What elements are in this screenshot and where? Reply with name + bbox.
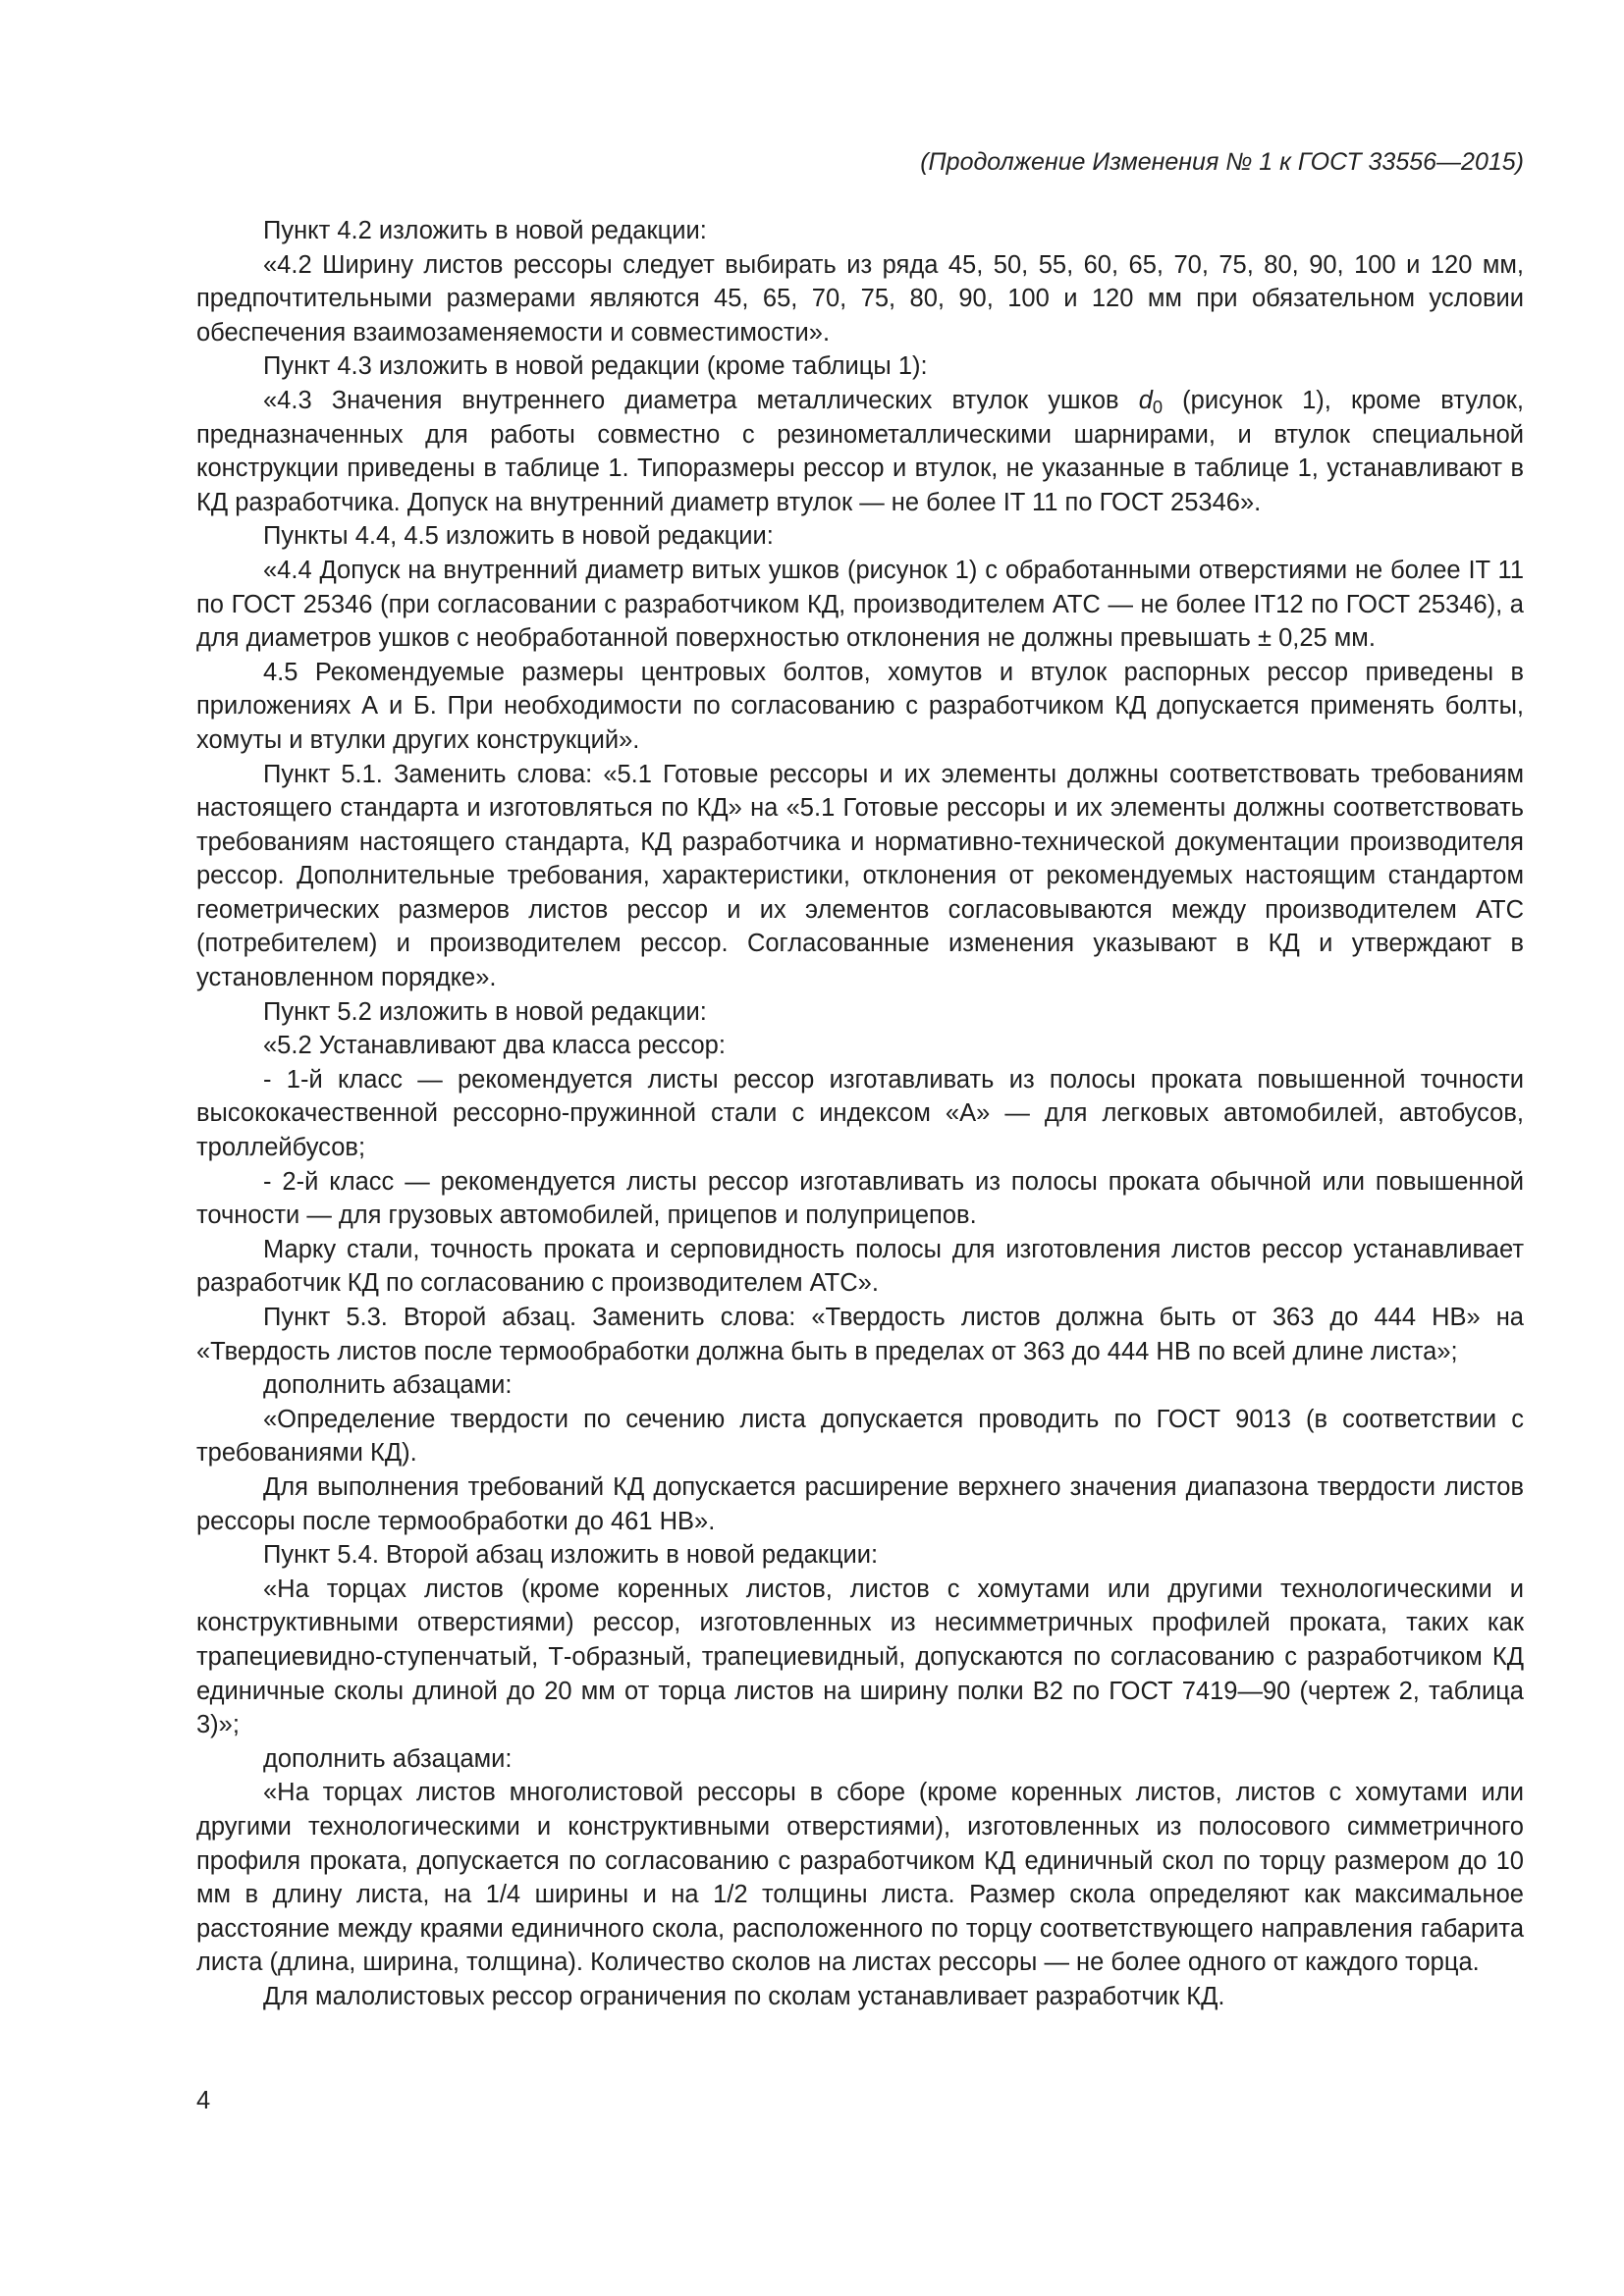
- paragraph: - 1-й класс — рекомендуется листы рессор изготавливать из полосы проката повышенной точности высококачественной рессорно-пружинной стали с индексом «А» — для легковых автомобилей, автобусов, троллейбусов;: [196, 1065, 1524, 1162]
- paragraph: «Определение твердости по сечению листа допускается проводить по ГОСТ 9013 (в соответствии с требованиями КД).: [196, 1405, 1524, 1468]
- paragraph: Пункт 5.1. Заменить слова: «5.1 Готовые рессоры и их элементы должны соответствовать требованиям настоящего стандарта и изготовляться по КД» на «5.1 Готовые рессоры и их элементы должны соответствовать требованиям настоящего стандарта, КД разработчика и нормативно-технической документации производителя рессор. Дополнительные требования, характеристики, отклонения от рекомендуемых настоящим стандартом геометрических размеров листов рессор и их элементов согласовываются между производителем АТС (потребителем) и производителем рессор. Согласованные изменения указывают в КД и утверждают в установленном порядке».: [196, 760, 1524, 992]
- paragraph: 4.5 Рекомендуемые размеры центровых болтов, хомутов и втулок распорных рессор приведены в приложениях А и Б. При необходимости по согласованию с разработчиком КД допускается применять болты, хомуты и втулки других конструкций».: [196, 658, 1524, 754]
- paragraph: «На торцах листов (кроме коренных листов, листов с хомутами или другими технологическими и конструктивными отверстиями) рессор, изготовленных из несимметричных профилей проката, таких как трапециевидно-ступенчатый, Т-образный, трапециевидный, допускаются по согласованию с разработчиком КД единичные сколы длиной до 20 мм от торца листов на ширину полки В2 по ГОСТ 7419—90 (чертеж 2, таблица 3)»;: [196, 1575, 1524, 1739]
- paragraph: Пункт 5.4. Второй абзац изложить в новой редакции:: [263, 1541, 879, 1570]
- document-body: [196, 214, 1524, 2013]
- paragraph: [196, 384, 1524, 519]
- paragraph: «5.2 Устанавливают два класса рессор:: [263, 1032, 726, 1060]
- paragraph: Пункт 4.2 изложить в новой редакции:: [263, 217, 707, 244]
- paragraph: - 2-й класс — рекомендуется листы рессор изготавливать из полосы проката обычной или повышенной точности — для грузовых автомобилей, прицепов и полуприцепов.: [196, 1167, 1524, 1230]
- paragraph: «4.2 Ширину листов рессоры следует выбирать из ряда 45, 50, 55, 60, 65, 70, 75, 80, 90, 100 и 120 мм, предпочтительными размерами являются 45, 65, 70, 75, 80, 90, 100 и 120 мм при обязательном условии обеспечения взаимозаменяемости и совместимости».: [196, 250, 1524, 347]
- text-run: (рисунок 1), кроме втулок, предназначенных для работы совместно с резинометаллическими шарнирами, и втулок специальной конструкции приведены в таблице 1. Типоразмеры рессор и втулок, не указанные в таблице 1, устанавливают в КД разработчика. Допуск на внутренний диаметр втулок — не более IT 11 по ГОСТ 25346».: [196, 386, 1524, 516]
- subscript: 0: [1152, 397, 1164, 418]
- text-run: «4.3 Значения внутреннего диаметра металлических втулок ушков: [263, 386, 1139, 414]
- page-number: 4: [196, 2087, 211, 2114]
- paragraph: Для малолистовых рессор ограничения по сколам устанавливает разработчик КД.: [263, 1982, 1225, 2010]
- paragraph: «На торцах листов многолистовой рессоры в сборе (кроме коренных листов, листов с хомутами или другими технологическими и конструктивными отверстиями), изготовленных из полосового симметричного профиля проката, допускается по согласованию с разработчиком КД единичный скол по торцу размером до 10 мм в длину листа, на 1/4 ширины и на 1/2 толщины листа. Размер скола определяют как максимальное расстояние между краями единичного скола, расположенного по торцу соответствующего направления габарита листа (длина, ширина, толщина). Количество сколов на листах рессоры — не более одного от каждого торца.: [196, 1779, 1524, 1977]
- paragraph: Пункт 4.3 изложить в новой редакции (кроме таблицы 1):: [263, 352, 928, 381]
- paragraph: дополнить абзацами:: [263, 1744, 513, 1773]
- paragraph: Пункты 4.4, 4.5 изложить в новой редакции:: [263, 522, 774, 551]
- running-header: (Продолжение Изменения № 1 к ГОСТ 33556—2015): [920, 148, 1524, 176]
- paragraph: «4.4 Допуск на внутренний диаметр витых ушков (рисунок 1) с обработанными отверстиями не более IT 11 по ГОСТ 25346 (при согласовании с разработчиком КД, производителем АТС — не более IT12 по ГОСТ 25346), а для диаметров ушков с необработанной поверхностью отклонения не должны превышать ± 0,25 мм.: [196, 556, 1524, 653]
- paragraph: дополнить абзацами:: [263, 1371, 513, 1400]
- paragraph: Пункт 5.2 изложить в новой редакции:: [263, 997, 707, 1026]
- paragraph: Пункт 5.3. Второй абзац. Заменить слова: «Твердость листов должна быть от 363 до 444 НВ» на «Твердость листов после термообработки должна быть в пределах от 363 до 444 НВ по всей длине листа»;: [196, 1304, 1524, 1365]
- paragraph: Марку стали, точность проката и серповидность полосы для изготовления листов рессор устанавливает разработчик КД по согласованию с производителем АТС».: [196, 1235, 1524, 1298]
- variable-symbol: d: [1138, 386, 1153, 414]
- paragraph: Для выполнения требований КД допускается расширение верхнего значения диапазона твердости листов рессоры после термообработки до 461 НВ».: [196, 1472, 1524, 1535]
